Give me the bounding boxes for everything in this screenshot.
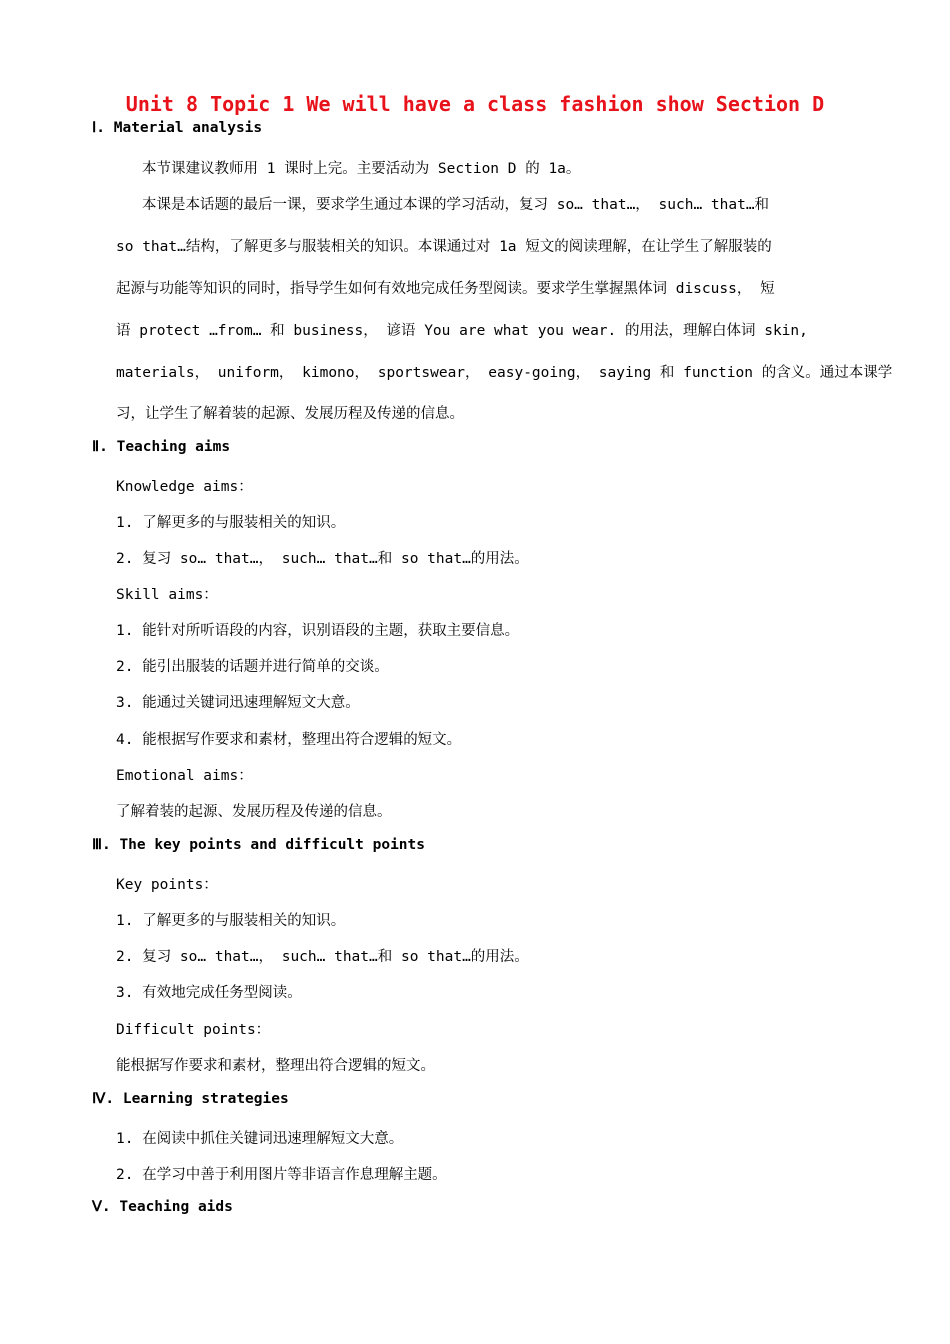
subheading-difficult-points: Difficult points： (116, 1022, 271, 1038)
subheading-key-points: Key points： (116, 877, 218, 893)
list-item: 1. 了解更多的与服装相关的知识。 (116, 515, 346, 531)
list-item: 2. 复习 so… that…， such… that…和 so that…的用法。 (116, 949, 529, 965)
section-heading-material-analysis: Ⅰ. Material analysis (92, 120, 263, 136)
list-item: 3. 有效地完成任务型阅读。 (116, 985, 302, 1001)
section-heading-teaching-aids: Ⅴ. Teaching aids (92, 1199, 233, 1215)
list-item: 1. 能针对所听语段的内容，识别语段的主题，获取主要信息。 (116, 623, 520, 639)
paragraph-line: 起源与功能等知识的同时，指导学生如何有效地完成任务型阅读。要求学生掌握黑体词 discuss， 短 (116, 281, 775, 297)
section-heading-teaching-aims: Ⅱ. Teaching aims (92, 439, 231, 455)
section-heading-learning-strategies: Ⅳ. Learning strategies (92, 1091, 289, 1107)
subheading-knowledge-aims: Knowledge aims： (116, 479, 253, 495)
paragraph-line: 本课是本话题的最后一课，要求学生通过本课的学习活动，复习 so… that…， such… that…和 (142, 197, 770, 213)
list-item: 2. 能引出服装的话题并进行简单的交谈。 (116, 659, 389, 675)
list-item: 1. 在阅读中抓住关键词迅速理解短文大意。 (116, 1131, 404, 1147)
subheading-emotional-aims: Emotional aims： (116, 768, 253, 784)
paragraph-line: so that…结构，了解更多与服装相关的知识。本课通过对 1a 短文的阅读理解，在让学生了解服装的 (116, 239, 772, 255)
paragraph-line: 习，让学生了解着装的起源、发展历程及传递的信息。 (116, 406, 464, 422)
list-item: 2. 在学习中善于利用图片等非语言作息理解主题。 (116, 1167, 447, 1183)
paragraph-line: 能根据写作要求和素材，整理出符合逻辑的短文。 (116, 1058, 435, 1074)
paragraph-line: 语 protect …from… 和 business， 谚语 You are what you wear. 的用法，理解白体词 skin, (116, 323, 808, 339)
document-title: Unit 8 Topic 1 We will have a class fashion show Section D (125, 92, 825, 116)
subheading-skill-aims: Skill aims： (116, 587, 218, 603)
list-item: 1. 了解更多的与服装相关的知识。 (116, 913, 346, 929)
list-item: 2. 复习 so… that…， such… that…和 so that…的用法。 (116, 551, 529, 567)
section-heading-key-points: Ⅲ. The key points and difficult points (92, 837, 425, 853)
paragraph-line: 本节课建议教师用 1 课时上完。主要活动为 Section D 的 1a。 (142, 161, 581, 177)
list-item: 3. 能通过关键词迅速理解短文大意。 (116, 695, 360, 711)
list-item: 4. 能根据写作要求和素材，整理出符合逻辑的短文。 (116, 732, 462, 748)
paragraph-line: materials， uniform， kimono， sportswear， easy-going， saying 和 function 的含义。通过本课学 (116, 365, 893, 381)
paragraph-line: 了解着装的起源、发展历程及传递的信息。 (116, 804, 392, 820)
